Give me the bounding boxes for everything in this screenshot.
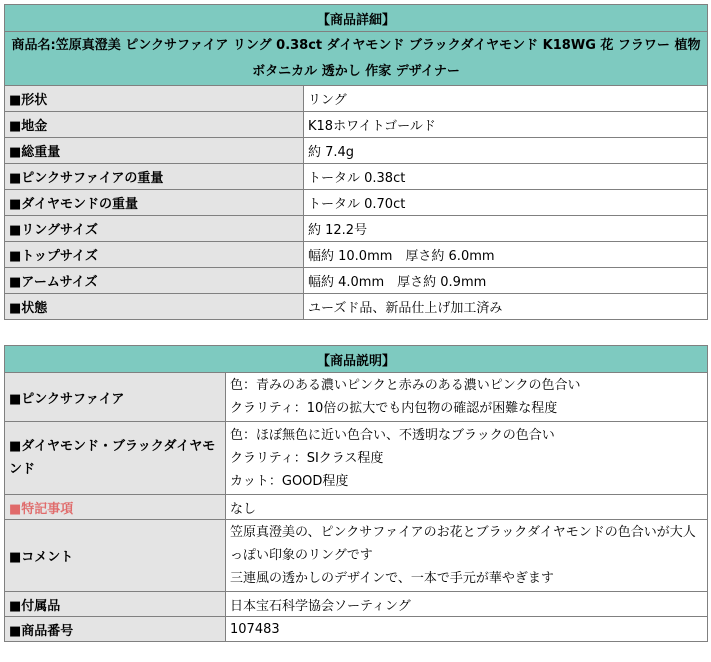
table-row <box>5 592 708 617</box>
product-description-table <box>4 345 708 642</box>
row-label-shape: ■形状 <box>5 86 304 112</box>
row-value-shape: リング <box>304 86 708 112</box>
pink-sapphire-value <box>226 373 708 422</box>
comment-label: ■コメント <box>5 520 226 592</box>
item-number-label: ■商品番号 <box>5 617 226 642</box>
row-value-arm-size: 幅約 4.0mm 厚さ約 0.9mm <box>304 268 708 294</box>
row-label-total-weight: ■総重量 <box>5 138 304 164</box>
diamond-cut-line: カット：GOOD程度 <box>230 473 349 489</box>
table-row <box>5 138 708 164</box>
row-value-condition: ユーズド品、新品仕上げ加工済み <box>304 294 708 320</box>
row-value-total-weight: 約 7.4g <box>304 138 708 164</box>
table-row <box>5 373 708 422</box>
row-value-top-size: 幅約 10.0mm 厚さ約 6.0mm <box>304 242 708 268</box>
table-row <box>5 495 708 520</box>
pink-sapphire-label: ■ピンクサファイア <box>5 373 226 422</box>
table-row <box>5 190 708 216</box>
pink-sapphire-clarity-line: クラリティ：10倍の拡大でも内包物の確認が困難な程度 <box>230 401 558 416</box>
row-label-condition: ■状態 <box>5 294 304 320</box>
table-row <box>5 422 708 495</box>
row-value-ring-size: 約 12.2号 <box>304 216 708 242</box>
table-row <box>5 520 708 592</box>
product-title: 商品名:笠原真澄美 ピンクサファイア リング 0.38ct ダイヤモンド ブラックダイヤモンド K18WG 花 フラワー 植物 ボタニカル 透かし 作家 デザイナー <box>5 32 708 86</box>
table-row <box>5 268 708 294</box>
row-label-diamond-weight: ■ダイヤモンドの重量 <box>5 190 304 216</box>
comment-line: 笠原真澄美の、ピンクサファイアのお花とブラックダイヤモンドの色合いが大人っぽい印象のリングです <box>230 525 696 563</box>
table-row <box>5 86 708 112</box>
comment-value <box>226 520 708 592</box>
row-label-sapphire-weight: ■ピンクサファイアの重量 <box>5 164 304 190</box>
row-label-ring-size: ■リングサイズ <box>5 216 304 242</box>
table-row <box>5 112 708 138</box>
comment-line: 三連風の透かしのデザインで、一本で手元が華やぎます <box>230 571 554 586</box>
item-number-value: 107483 <box>226 617 708 642</box>
row-label-arm-size: ■アームサイズ <box>5 268 304 294</box>
description-header: 【商品説明】 <box>5 346 708 373</box>
pink-sapphire-color-line: 色：青みのある濃いピンクと赤みのある濃いピンクの色合い <box>230 378 581 393</box>
special-notes-label: ■特記事項 <box>5 495 226 520</box>
row-value-metal: K18ホワイトゴールド <box>304 112 708 138</box>
table-row <box>5 164 708 190</box>
diamond-color-line: 色：ほぼ無色に近い色合い、不透明なブラックの色合い <box>230 427 555 443</box>
table-row <box>5 617 708 642</box>
special-notes-value: なし <box>226 495 708 520</box>
product-details-table <box>4 4 708 320</box>
row-label-metal: ■地金 <box>5 112 304 138</box>
accessories-value: 日本宝石科学協会ソーティング <box>226 592 708 617</box>
row-value-diamond-weight: トータル 0.70ct <box>304 190 708 216</box>
row-label-top-size: ■トップサイズ <box>5 242 304 268</box>
diamond-label: ■ダイヤモンド・ブラックダイヤモンド <box>5 422 226 495</box>
details-header: 【商品詳細】 <box>5 5 708 32</box>
table-row <box>5 294 708 320</box>
table-row <box>5 216 708 242</box>
table-row <box>5 242 708 268</box>
diamond-value <box>226 422 708 495</box>
diamond-clarity-line: クラリティ：SIクラス程度 <box>230 450 384 466</box>
accessories-label: ■付属品 <box>5 592 226 617</box>
row-value-sapphire-weight: トータル 0.38ct <box>304 164 708 190</box>
